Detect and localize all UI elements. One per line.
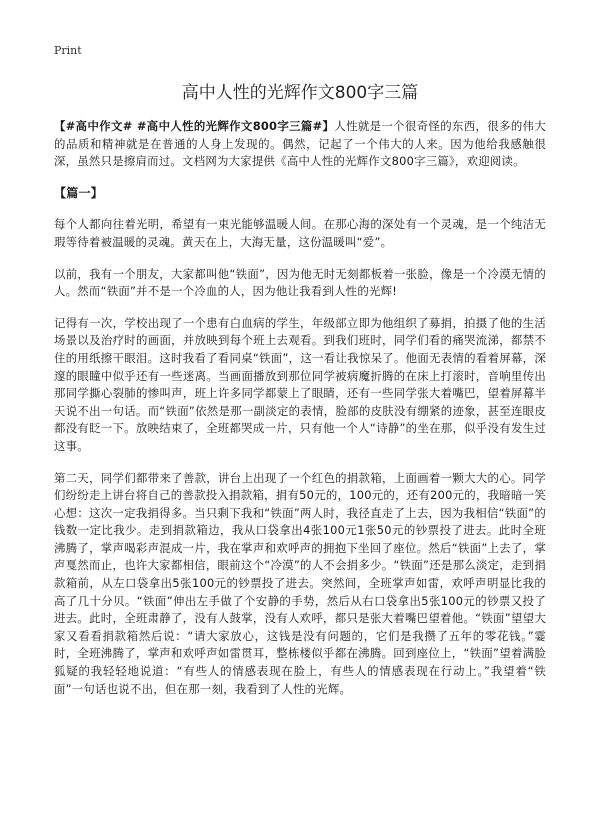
intro-tag: 【#高中作文# #高中人性的光辉作文800字三篇#】 — [54, 119, 335, 133]
intro-text: 人性就是一个很奇怪的东西，很多的伟大的品质和精神就是在普通的人身上发现的。偶然，记起了一个伟大的人来。因为他给我感触很深，虽然只是擦肩而过。文档网为大家提供《高中人性的光辉作文800字三篇》，欢迎阅读。 — [54, 119, 546, 169]
section-heading: 【篇一】 — [54, 185, 104, 200]
body-paragraph: 记得有一次，学校出现了一个患有白血病的学生，年级部立即为他组织了募捐，拍摄了他的生活场景以及治疗时的画面，并放映到每个班上去观看。到我们班时，同学们看的痛哭流涕，都禁不住的用纸擦干眼泪。这时我看了看同桌“铁面”，这一看让我惊呆了。他面无表情的看着屏幕，深邃的眼瞳中似乎还有一些迷离。当画面播放到那位同学被病魔折腾的在床上打滚时，音响里传出那同学撕心裂肺的惨叫声，班上许多同学都蒙上了眼睛，还有一些同学张大着嘴巴，望着屏幕半天说不出一句话。而“铁面”依然是那一副淡定的表情，脸部的皮肤没有绷紧的迹象，甚至连眼皮都没有眨一下。放映结束了，全班都哭成一片，只有他一个人“诗静”的坐在那，似乎没有发生过这事。 — [54, 315, 546, 453]
document-body — [54, 118, 546, 698]
body-paragraph: 以前，我有一个朋友，大家都叫他“铁面”，因为他无时无刻都板着一张脸，像是一个冷漠无情的人。然而“铁面”并不是一个冷血的人，因为他让我看到人性的光辉! — [54, 266, 546, 299]
document-title: 高中人性的光辉作文800字三篇 — [181, 83, 419, 103]
print-label: Print — [54, 44, 82, 57]
body-paragraph: 第二天，同学们都带来了善款，讲台上出现了一个红色的捐款箱，上面画着一颗大大的心。同学们纷纷走上讲台将自己的善款投入捐款箱，捐有50元的，100元的，还有200元的，我暗暗一笑心想：这次一定我捐得多。当只剩下我和“铁面”两人时，我径直走了上去，因为我相信“铁面”的钱数一定比我少。走到捐款箱边，我从口袋拿出4张100元1张50元的钞票投了进去。此时全班沸腾了，掌声喝彩声混成一片，我在掌声和欢呼声的拥抱下坐回了座位。然后“铁面”上去了，掌声戛然而止，也许大家都相信，眼前这个“冷漠”的人不会捐多少。“铁面”还是那么淡定，走到捐款箱前，从左口袋拿出5张100元的钞票投了进去。突然间，全班掌声如雷，欢呼声明显比我的高了几十分贝。“铁面”伸出左手做了个安静的手势，然后从右口袋拿出5张100元的钞票又投了进去。此时，全班肃静了，没有人鼓掌，没有人欢呼，都只是张大着嘴巴望着他。“铁面”望望大家又看看捐款箱然后说：“请大家放心，这钱是没有问题的，它们是我攒了五年的零花钱。”霎时，全班沸腾了，掌声和欢呼声如雷贯耳，整栋楼似乎都在沸腾。回到座位上，“铁面”望着满脸狐疑的我轻轻地说道：“有些人的情感表现在脸上，有些人的情感表现在行动上。”我望着“铁面”一句话也说不出，但在那一刻，我看到了人性的光辉。 — [54, 470, 546, 696]
intro-paragraph — [54, 118, 546, 171]
body-paragraph: 每个人都向往着光明，希望有一束光能够温暖人间。在那心海的深处有一个灵魂，是一个纯洁无瑕等待着被温暖的灵魂。黄天在上，大海无量，这份温暖叫“爱”。 — [54, 217, 546, 249]
